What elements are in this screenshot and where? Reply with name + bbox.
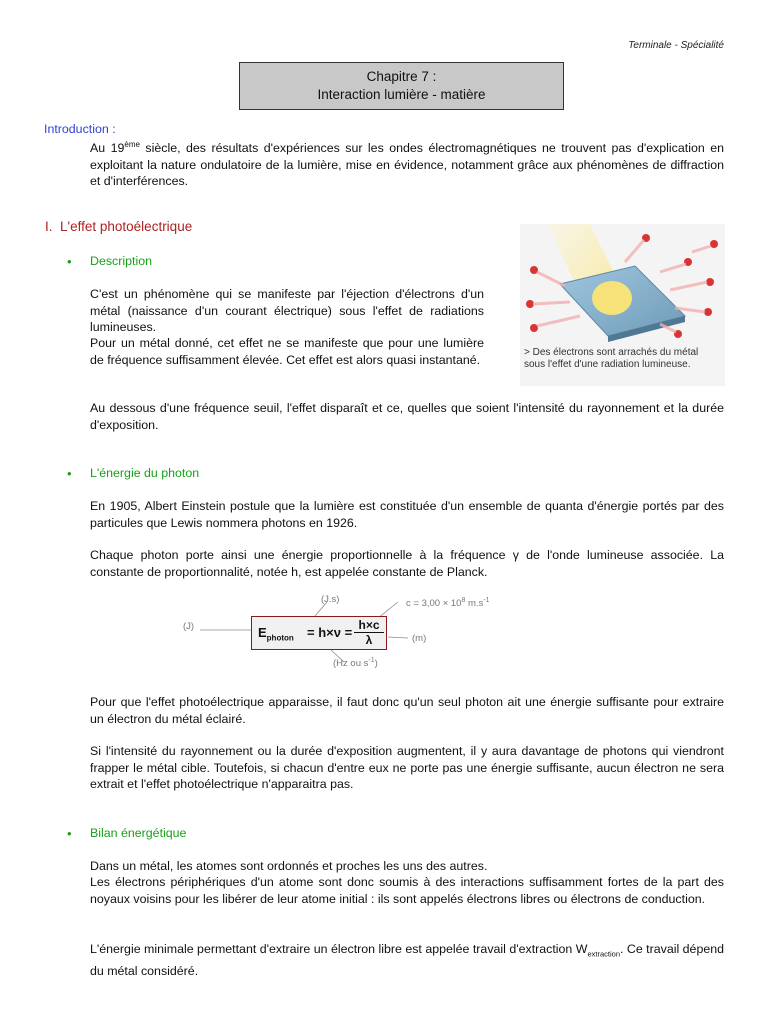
description-p2: Pour un métal donné, cet effet ne se manifeste que pour une lumière de fréquence suffisamment élevée. Cet effet est alors quasi instantané.: [90, 336, 484, 367]
photon-p4: Si l'intensité du rayonnement ou la durée d'exposition augmentent, il y aura davantage de photons qui viendront frapper le métal cible. Toutefois, si chacun d'entre eux ne porte pas une énergie suffisante, aucun électron ne sera extrait et l'effet photoélectrique n'apparaitra pas.: [90, 744, 724, 791]
bilan-heading: Bilan énergétique: [90, 826, 187, 840]
bullet-icon: •: [67, 254, 72, 269]
level-label: Terminale - Spécialité: [628, 40, 724, 51]
bullet-icon: •: [67, 466, 72, 481]
chapter-number: Chapitre 7 :: [366, 69, 437, 84]
description-p3: Au dessous d'une fréquence seuil, l'effet disparaît et ce, quelles que soient l'intensité du rayonnement et la durée d'exposition.: [90, 401, 724, 432]
bullet-icon: •: [67, 826, 72, 841]
description-heading: Description: [90, 254, 152, 268]
photon-p3: Pour que l'effet photoélectrique apparaisse, il faut donc qu'un seul photon ait une énergie suffisante pour extraire un électron du métal éclairé.: [90, 695, 724, 726]
formula-lhs: $E_{photon}$: [258, 625, 294, 643]
unit-frequency: (Hz ou $s^{-1}$): [333, 657, 378, 670]
unit-light-speed: $c = 3,00 \times 10^8$ $m.s^{-1}$: [406, 597, 490, 610]
bilan-p1a: Dans un métal, les atomes sont ordonnés et proches les uns des autres.: [90, 859, 488, 873]
photoelectric-illustration: [520, 224, 725, 386]
chapter-title: Interaction lumière - matière: [317, 87, 486, 102]
section-heading: I. L'effet photoélectrique: [45, 219, 193, 234]
bilan-p1b: Les électrons périphériques d'un atome sont donc soumis à des interactions suffisamment fortes de la part des noyaux voisins pour les libérer de leur atome initial : ils sont appelés électrons libres ou électrons de conduction.: [90, 875, 724, 906]
photon-energy-formula: [251, 616, 387, 650]
description-p1: C'est un phénomène qui se manifeste par l'éjection d'électrons d'un métal (naissance d'un courant électrique) sous l'effet de radiations lumineuses.: [90, 287, 484, 334]
photon-p1: En 1905, Albert Einstein postule que la lumière est constituée d'un ensemble de quanta d'énergie portés par des particules que Lewis nommera photons en 1926.: [90, 499, 724, 530]
formula-middle: = h×ν =: [307, 625, 353, 640]
formula-denominator: λ: [365, 633, 373, 647]
photon-heading: L'énergie du photon: [90, 466, 200, 480]
intro-label: Introduction :: [44, 122, 116, 136]
bilan-p2: L'énergie minimale permettant d'extraire un électron libre est appelée travail d'extraction $W_{extraction}$. Ce travail dépend du métal considéré.: [90, 942, 725, 978]
illustration-caption: > Des électrons sont arrachés du métal sous l'effet d'une radiation lumineuse.: [524, 347, 699, 370]
intro-paragraph: Au 19ème siècle, des résultats d'expériences sur les ondes électromagnétiques ne trouvent pas d'explication en exploitant la nature ondulatoire de la lumière, mise en évidence, notamment grâce aux phénomènes de diffraction et d'interférences.: [90, 140, 724, 189]
unit-energy: (J): [183, 621, 195, 632]
unit-planck: (J.s): [321, 594, 340, 605]
formula-numerator: h×c: [354, 618, 384, 633]
chapter-title-box: [239, 62, 564, 110]
unit-wavelength: (m): [412, 633, 427, 644]
photon-p2: Chaque photon porte ainsi une énergie proportionnelle à la fréquence γ de l'onde lumineuse associée. La constante de proportionnalité, notée h, est appelée constante de Planck.: [90, 548, 724, 579]
